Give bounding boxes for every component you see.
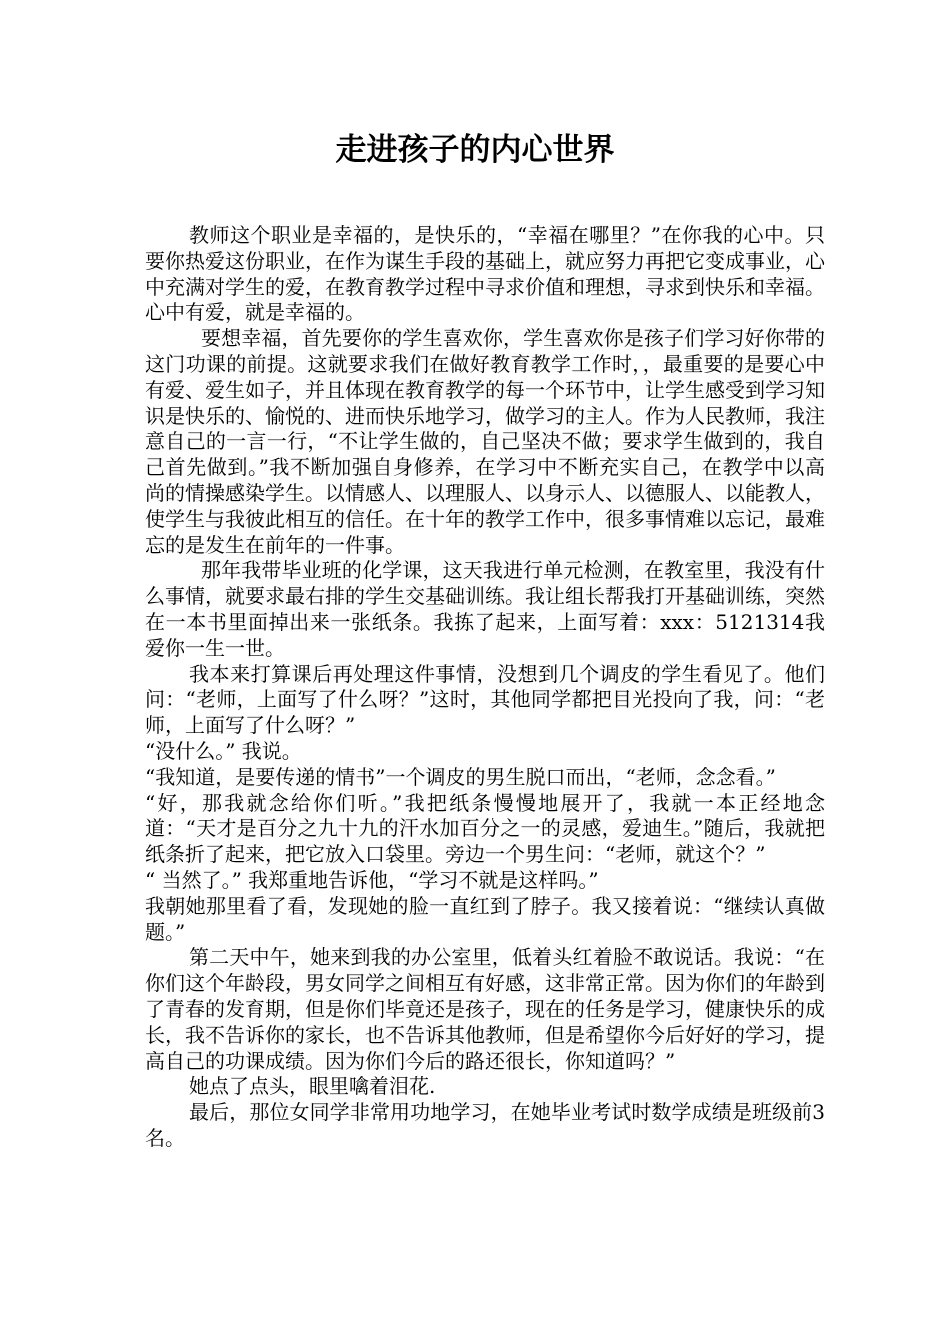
paragraph-9: 我朝她那里看了看，发现她的脸一直红到了脖子。我又接着说：“继续认真做题。” [145,893,825,944]
paragraph-2: 要想幸福，首先要你的学生喜欢你，学生喜欢你是孩子们学习好你带的这门功课的前提。这就要求我们在做好教育教学工作时，，最重要的是要心中有爱、爱生如子，并且体现在教育教学的每一个环节中，让学生感受到学习知识是快乐的、愉悦的、进而快乐地学习，做学习的主人。作为人民教师，我注意自己的一言一行，“不让学生做的，自己坚决不做；要求学生做到的，我自己首先做到。”我不断加强自身修养，在学习中不断充实自己，在教学中以高尚的情操感染学生。以情感人、以理服人、以身示人、以德服人、以能教人，使学生与我彼此相互的信任。在十年的教学工作中，很多事情难以忘记，最难忘的是发生在前年的一件事。 [145,326,825,557]
paragraph-8: “ 当然了。” 我郑重地告诉他，“学习不就是这样吗。” [145,867,599,892]
paragraph-10: 第二天中午，她来到我的办公室里，低着头红着脸不敢说话。我说：“在你们这个年龄段，男女同学之间相互有好感，这非常正常。因为你们的年龄到了青春的发育期，但是你们毕竟还是孩子，现在的任务是学习，健康快乐的成长，我不告诉你的家长，也不告诉其他教师，但是希望你今后好好的学习，提高自己的功课成绩。因为你们今后的路还很长，你知道吗？” [145,945,825,1073]
paragraph-5: “没什么。” 我说。 [145,738,302,763]
paragraph-11: 她点了点头，眼里噙着泪花. [189,1074,436,1099]
paragraph-4: 我本来打算课后再处理这件事情，没想到几个调皮的学生看见了。他们问：“老师，上面写了什么呀？”这时，其他同学都把目光投向了我，问：“老师，上面写了什么呀？” [145,661,825,738]
paragraph-12: 最后，那位女同学非常用功地学习，在她毕业考试时数学成绩是班级前3名。 [145,1100,825,1150]
paragraph-6: “我知道，是要传递的情书”一个调皮的男生脱口而出，“老师，念念看。” [145,764,776,789]
paragraph-7: “好，那我就念给你们听。”我把纸条慢慢地展开了，我就一本正经地念道：“天才是百分之九十九的汗水加百分之一的灵感，爱迪生。”随后，我就把纸条折了起来，把它放入口袋里。旁边一个男生问：“老师，就这个？” [145,790,825,867]
paragraph-1: 教师这个职业是幸福的，是快乐的，“幸福在哪里？”在你我的心中。只要你热爱这份职业，在作为谋生手段的基础上，就应努力再把它变成事业，心中充满对学生的爱，在教育教学过程中寻求价值和理想，寻求到快乐和幸福。心中有爱，就是幸福的。 [145,223,825,325]
paragraph-3: 那年我带毕业班的化学课，这天我进行单元检测，在教室里，我没有什么事情，就要求最右排的学生交基础训练。我让组长帮我打开基础训练，突然在一本书里面掉出来一张纸条。我拣了起来，上面写着：xxx：5121314我爱你一生一世。 [145,558,825,660]
document-body [145,223,825,1152]
document-title: 走进孩子的内心世界 [335,132,615,168]
